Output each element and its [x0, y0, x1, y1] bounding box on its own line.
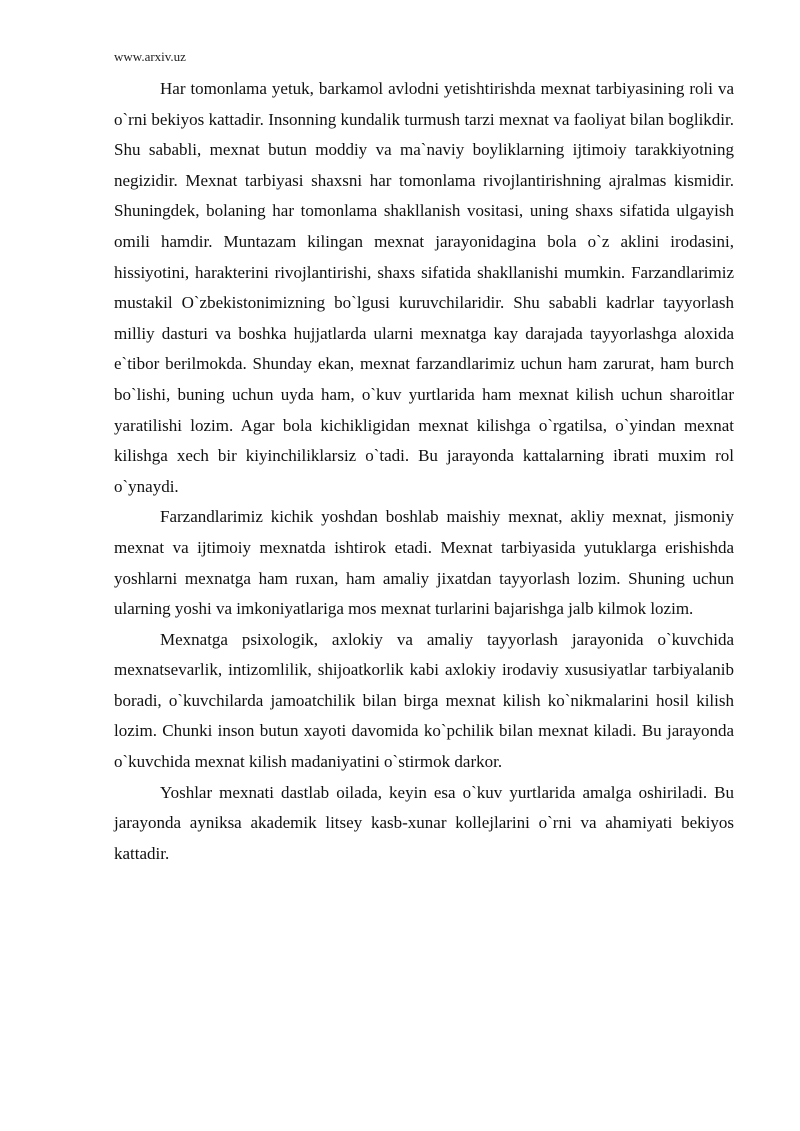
- paragraph-1: Har tomonlama yetuk, barkamol avlodni yetishtirishda mexnat tarbiyasining roli va o`rni bekiyos kattadir. Insonning kundalik turmush tarzi mexnat va faoliyat bilan boglikdir. Shu sababli, mexnat butun moddiy va ma`naviy boyliklarning ijtimoiy tarakkiyotning negizidir. Mexnat tarbiyasi shaxsni har tomonlama rivojlantirishning ajralmas kismidir. Shuningdek, bolaning har tomonlama shakllanish vositasi, uning shaxs sifatida ulgayish omili hamdir. Muntazam kilingan mexnat jarayonidagina bola o`z aklini irodasini, hissiyotini, harakterini rivojlantirishi, shaxs sifatida shakllanishi mumkin. Farzandlarimiz mustakil O`zbekistonimizning bo`lgusi kuruvchilaridir. Shu sababli kadrlar tayyorlash milliy dasturi va boshka hujjatlarda ularni mexnatga kay darajada tayyorlashga aloxida e`tibor berilmokda. Shunday ekan, mexnat farzandlarimiz uchun ham zarurat, ham burch bo`lishi, buning uchun uyda ham, o`kuv yurtlarida ham mexnat kilish uchun sharoitlar yaratilishi lozim. Agar bola kichikligidan mexnat kilishga o`rgatilsa, o`yindan mexnat kilishga xech bir kiyinchiliklarsiz o`tadi. Bu jarayonda kattalarning ibrati muxim rol o`ynaydi.: [114, 79, 734, 496]
- site-header-text: www.arxiv.uz: [114, 49, 186, 64]
- paragraph-4: Yoshlar mexnati dastlab oilada, keyin esa o`kuv yurtlarida amalga oshiriladi. Bu jarayonda ayniksa akademik litsey kasb-xunar kollejlarini o`rni va ahamiyati bekiyos kattadir.: [114, 782, 734, 863]
- paragraph-2: Farzandlarimiz kichik yoshdan boshlab maishiy mexnat, akliy mexnat, jismoniy mexnat va ijtimoiy mexnatda ishtirok etadi. Mexnat tarbiyasida yutuklarga erishishda yoshlarni mexnatga ham ruxan, ham amaliy jixatdan tayyorlash lozim. Shuning uchun ularning yoshi va imkoniyatlariga mos mexnat turlarini bajarishga jalb kilmok lozim.: [114, 507, 734, 619]
- paragraph-3: Mexnatga psixologik, axlokiy va amaliy tayyorlash jarayonida o`kuvchida mexnatsevarlik, intizomlilik, shijoatkorlik kabi axlokiy irodaviy xususiyatlar tarbiyalanib boradi, o`kuvchilarda jamoatchilik bilan birga mexnat kilish ko`nikmalarini hosil kilish lozim. Chunki inson butun xayoti davomida ko`pchilik bilan mexnat kiladi. Bu jarayonda o`kuvchida mexnat kilish madaniyatini o`stirmok darkor.: [114, 629, 734, 772]
- body-text: [114, 74, 734, 869]
